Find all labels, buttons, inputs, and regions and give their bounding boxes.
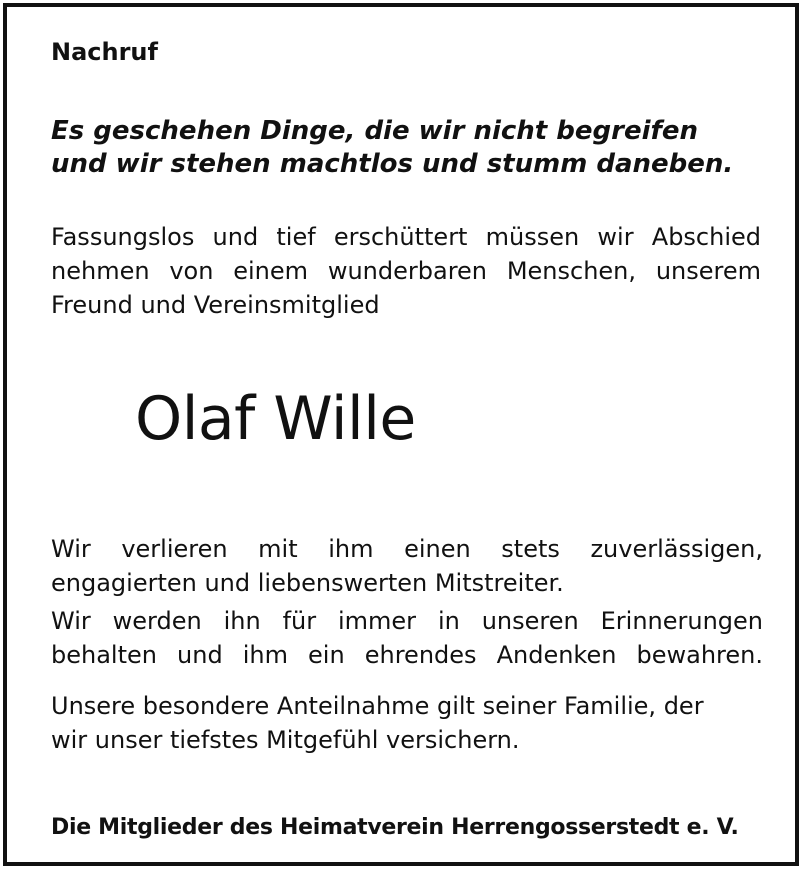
heading: Nachruf bbox=[51, 38, 158, 66]
tribute-line: Wir werden ihn für immer in unseren Erinnerungen bbox=[51, 607, 763, 635]
motto-line: Es geschehen Dinge, die wir nicht begreifen bbox=[51, 116, 698, 146]
intro-line: Freund und Vereinsmitglied bbox=[51, 291, 380, 319]
intro-line: Fassungslos und tief erschüttert müssen wir Abschied bbox=[51, 223, 761, 251]
tribute-line: behalten und ihm ein ehrendes Andenken bewahren. bbox=[51, 641, 763, 669]
condolence-line: Unsere besondere Anteilnahme gilt seiner Familie, der bbox=[51, 692, 704, 720]
intro-line: nehmen von einem wunderbaren Menschen, unserem bbox=[51, 257, 761, 285]
tribute-line: Wir verlieren mit ihm einen stets zuverlässigen, bbox=[51, 535, 763, 563]
condolence-paragraph bbox=[51, 689, 763, 757]
tribute-line: engagierten und liebenswerten Mitstreiter. bbox=[51, 569, 564, 597]
tribute-paragraph-2 bbox=[51, 604, 763, 672]
condolence-line: wir unser tiefstes Mitgefühl versichern. bbox=[51, 726, 520, 754]
motto-line: und wir stehen machtlos und stumm daneben. bbox=[51, 149, 734, 179]
obituary-frame bbox=[3, 3, 799, 866]
motto bbox=[51, 115, 733, 181]
tribute-paragraph-1 bbox=[51, 532, 763, 600]
intro-paragraph bbox=[51, 220, 761, 322]
deceased-name: Olaf Wille bbox=[135, 384, 416, 454]
signature: Die Mitglieder des Heimatverein Herrengosserstedt e. V. bbox=[51, 815, 739, 840]
